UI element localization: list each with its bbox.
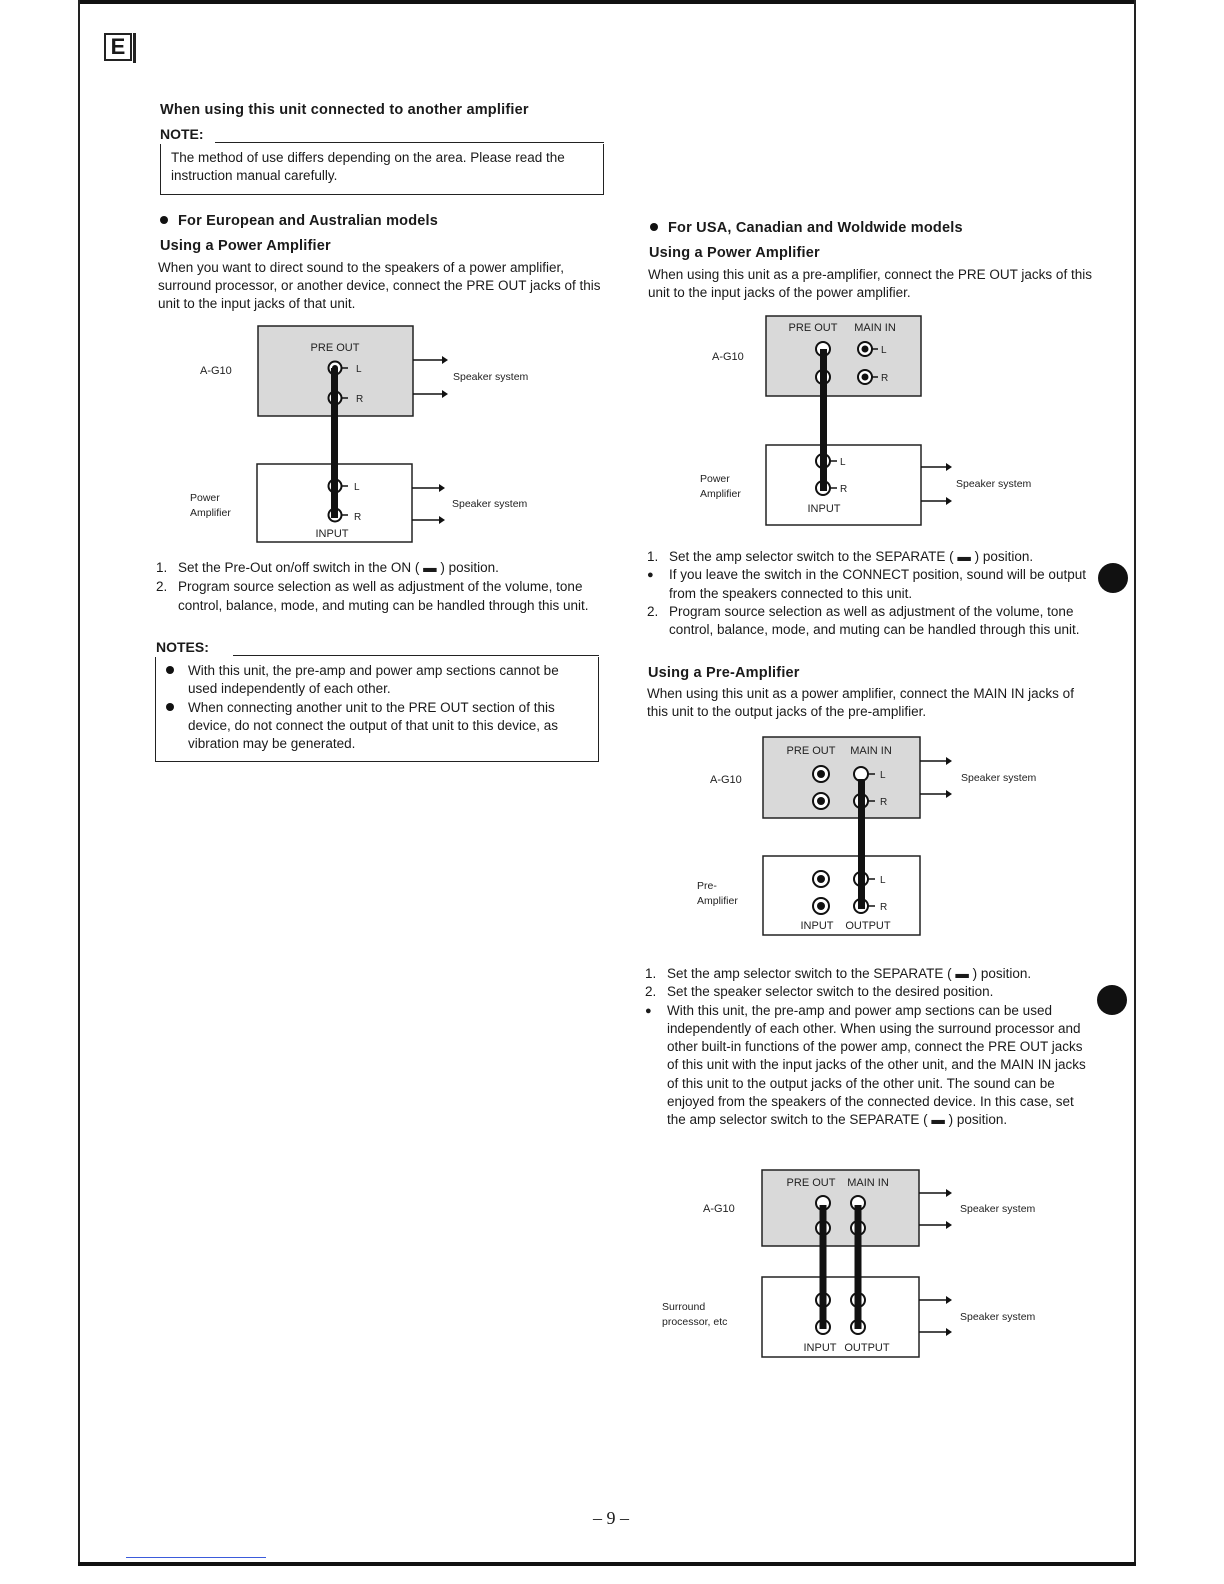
usa-power-steps bbox=[647, 548, 1093, 639]
list-item: 1. Set the amp selector switch to the SEPARATE ( ▬ ) position. bbox=[645, 966, 1032, 981]
channel-l-label: L bbox=[880, 875, 886, 886]
input-label: INPUT bbox=[803, 1342, 837, 1354]
speaker-system-label: Speaker system bbox=[960, 1203, 1036, 1215]
section-title: When using this unit connected to another amplifier bbox=[160, 102, 529, 118]
amp-label-line2: Amplifier bbox=[697, 895, 738, 907]
usa-heading: For USA, Canadian and Woldwide models bbox=[650, 220, 963, 236]
page-right-rule bbox=[1134, 0, 1136, 1566]
input-label: INPUT bbox=[807, 503, 841, 515]
channel-r-label: R bbox=[356, 394, 364, 405]
processor-label-line1: Surround bbox=[662, 1301, 706, 1313]
usa-pre-steps bbox=[645, 965, 1093, 1130]
channel-l-label: L bbox=[881, 345, 887, 356]
usa-pre-intro: When using this unit as a power amplifier, connect the MAIN IN jacks of this unit to the output jacks of the pre-amplifier. bbox=[647, 686, 1074, 719]
channel-r-label: R bbox=[881, 373, 889, 384]
speaker-system-label: Speaker system bbox=[961, 772, 1037, 784]
list-item: With this unit, the pre-amp and power amp sections cannot be used independently of each other. bbox=[166, 662, 590, 699]
usa-pre-subheading: Using a Pre-Amplifier bbox=[648, 665, 800, 681]
list-item: 2. Set the speaker selector switch to the desired position. bbox=[645, 984, 994, 1000]
europe-connection-diagram bbox=[180, 320, 580, 550]
amp-label-line1: Pre- bbox=[697, 880, 717, 892]
connection-cable bbox=[331, 368, 338, 518]
list-item: ● If you leave the switch in the CONNECT position, sound will be output from the speakers connected to this unit. bbox=[647, 567, 1086, 601]
speaker-system-label: Speaker system bbox=[453, 371, 529, 383]
usa-power-subheading: Using a Power Amplifier bbox=[649, 245, 820, 261]
surround-processor-diagram bbox=[655, 1165, 1075, 1365]
notes-label: NOTES: bbox=[156, 639, 209, 655]
list-item: 1. Set the Pre-Out on/off switch in the ON ( ▬ ) position. bbox=[156, 560, 499, 575]
a-g10-unit-box bbox=[762, 1170, 919, 1246]
pre-out-label: PRE OUT bbox=[310, 342, 360, 354]
channel-l-label: L bbox=[354, 482, 360, 493]
jack-icon bbox=[854, 767, 868, 781]
list-item: 2. Program source selection as well as adjustment of the volume, tone control, balance, mode, and muting can be handled through this unit. bbox=[647, 603, 1080, 638]
processor-label-line2: processor, etc bbox=[662, 1316, 728, 1328]
note-rule bbox=[215, 142, 604, 143]
pre-out-label: PRE OUT bbox=[786, 745, 836, 757]
usa-pre-amp-diagram bbox=[690, 734, 1070, 944]
page-left-rule bbox=[78, 0, 80, 1566]
output-label: OUTPUT bbox=[845, 920, 891, 932]
notes-box bbox=[155, 657, 599, 762]
channel-r-label: R bbox=[354, 512, 362, 523]
language-badge: E bbox=[104, 33, 132, 61]
channel-l-label: L bbox=[356, 364, 362, 375]
notes-rule bbox=[233, 655, 599, 656]
bullet-icon bbox=[650, 223, 658, 231]
channel-r-label: R bbox=[880, 902, 888, 913]
channel-l-label: L bbox=[840, 457, 846, 468]
binding-hole-mark bbox=[1097, 985, 1127, 1015]
page-bottom-rule bbox=[78, 1562, 1136, 1566]
europe-steps bbox=[156, 559, 604, 615]
list-item: 2. Program source selection as well as adjustment of the volume, tone control, balance, mode, and muting can be handled through this unit. bbox=[156, 579, 589, 613]
note-text: The method of use differs depending on the area. Please read the instruction manual carefully. bbox=[171, 150, 565, 183]
unit-label: A-G10 bbox=[703, 1203, 735, 1215]
bullet-icon bbox=[166, 703, 174, 711]
unit-label: A-G10 bbox=[712, 351, 744, 363]
amp-label-line1: Power bbox=[700, 473, 730, 485]
bullet-icon bbox=[160, 216, 168, 224]
output-label: OUTPUT bbox=[844, 1342, 890, 1354]
europe-intro: When you want to direct sound to the speakers of a power amplifier, surround processor, or another device, connect the PRE OUT jacks of this unit to the input jacks of that unit. bbox=[158, 260, 601, 311]
connection-cable bbox=[855, 1205, 862, 1329]
input-label: INPUT bbox=[800, 920, 834, 932]
bullet-icon bbox=[166, 666, 174, 674]
page-top-rule bbox=[78, 0, 1136, 4]
amp-label-line1: Power bbox=[190, 492, 220, 504]
amp-label-line2: Amplifier bbox=[700, 488, 741, 500]
pre-amplifier-box bbox=[763, 856, 920, 935]
speaker-system-label: Speaker system bbox=[956, 478, 1032, 490]
main-in-label: MAIN IN bbox=[854, 322, 896, 334]
note-label: NOTE: bbox=[160, 126, 204, 142]
unit-label: A-G10 bbox=[710, 774, 742, 786]
usa-power-intro: When using this unit as a pre-amplifier, connect the PRE OUT jacks of this unit to the input jacks of the power amplifier. bbox=[648, 267, 1092, 300]
europe-subheading: Using a Power Amplifier bbox=[160, 238, 331, 254]
note-box bbox=[160, 144, 604, 195]
usa-power-amp-diagram bbox=[690, 312, 1070, 532]
surround-processor-box bbox=[762, 1277, 919, 1357]
pre-out-label: PRE OUT bbox=[788, 322, 838, 334]
unit-label: A-G10 bbox=[200, 365, 232, 377]
main-in-label: MAIN IN bbox=[850, 745, 892, 757]
channel-r-label: R bbox=[880, 797, 888, 808]
channel-r-label: R bbox=[840, 484, 848, 495]
list-item: ● With this unit, the pre-amp and power amp sections can be used independently of each other. When using the surround processor and other built-in functions of the power amp, connect the PRE OUT jacks of this unit with the input jacks of the other unit, and the MAIN IN jacks of this unit to the output jacks of the other unit. The sound can be enjoyed from the speakers of the connected device. In this case, set the amp selector switch to the SEPARATE ( ▬ ) position. bbox=[645, 1002, 1086, 1128]
europe-heading: For European and Australian models bbox=[160, 213, 438, 229]
pre-out-label: PRE OUT bbox=[786, 1177, 836, 1189]
main-in-label: MAIN IN bbox=[847, 1177, 889, 1189]
speaker-system-label: Speaker system bbox=[452, 498, 528, 510]
connection-cable bbox=[820, 349, 827, 491]
connection-cable bbox=[858, 779, 865, 909]
channel-l-label: L bbox=[880, 770, 886, 781]
list-item: When connecting another unit to the PRE OUT section of this device, do not connect the output of that unit to this device, as vibration may be generated. bbox=[166, 699, 590, 754]
page-number: – 9 – bbox=[593, 1508, 629, 1528]
page-bottom-link-rule bbox=[126, 1557, 266, 1558]
binding-hole-mark bbox=[1098, 563, 1128, 593]
input-label: INPUT bbox=[315, 528, 349, 540]
amp-label-line2: Amplifier bbox=[190, 507, 231, 519]
connection-cable bbox=[820, 1205, 827, 1329]
list-item: 1. Set the amp selector switch to the SEPARATE ( ▬ ) position. bbox=[647, 549, 1034, 564]
speaker-system-label: Speaker system bbox=[960, 1311, 1036, 1323]
